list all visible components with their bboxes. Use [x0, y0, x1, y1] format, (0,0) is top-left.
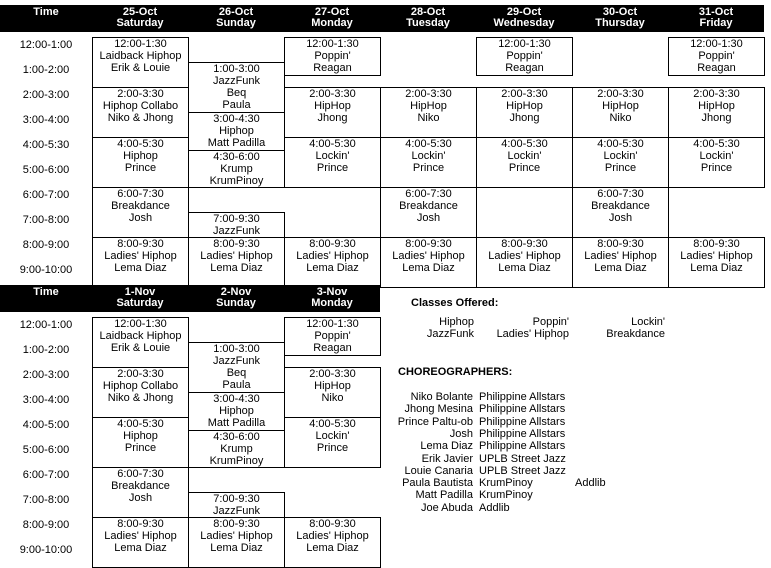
class-line: 2:00-3:30	[117, 88, 164, 100]
choreographer-group: UPLB Street Jazz	[479, 452, 566, 465]
class-line: 3:00-4:30	[213, 113, 260, 125]
class-line: Jhong	[317, 112, 348, 124]
day-name: Friday	[699, 17, 733, 29]
class-line: Breakdance	[111, 200, 170, 212]
class-line: 4:00-5:30	[309, 138, 356, 150]
class-line: Ladies' Hiphop	[296, 530, 369, 542]
class-block	[92, 517, 189, 568]
class-line: Hiphop Collabo	[102, 380, 179, 392]
day-date: 25-Oct	[122, 6, 158, 18]
class-line: Lockin'	[507, 150, 542, 162]
class-block	[284, 517, 381, 568]
class-block	[380, 137, 477, 188]
day-header	[92, 5, 188, 32]
class-block	[668, 87, 765, 138]
class-line: KrumPinoy	[209, 454, 264, 467]
class-block	[572, 87, 669, 138]
class-offered-item: Lockin'	[631, 316, 665, 328]
class-offered-item: Poppin'	[532, 316, 569, 328]
class-line: HipHop	[698, 100, 735, 112]
class-line: Lema Diaz	[114, 262, 167, 274]
class-line: Hiphop	[219, 125, 254, 137]
class-line: Jhong	[509, 112, 540, 124]
class-line: Josh	[128, 212, 153, 224]
class-line: Prince	[700, 162, 733, 174]
class-line: Ladies' Hiphop	[392, 250, 465, 262]
time-slot-label: 1:00-2:00	[22, 344, 70, 356]
class-line: Lockin'	[315, 150, 350, 162]
class-line: Lema Diaz	[210, 542, 263, 554]
class-line: 12:00-1:30	[690, 38, 743, 50]
class-line: 4:30-6:00	[213, 150, 260, 163]
day-header	[92, 285, 188, 312]
time-slot-label: 9:00-10:00	[19, 544, 73, 556]
day-name: Sunday	[216, 17, 256, 29]
day-date: 26-Oct	[218, 6, 254, 18]
day-header	[284, 285, 380, 312]
class-line: Lema Diaz	[594, 262, 647, 274]
class-line: 1:00-3:00	[213, 343, 260, 355]
class-block	[92, 417, 189, 468]
class-line: Ladies' Hiphop	[296, 250, 369, 262]
class-line: 8:00-9:30	[117, 238, 164, 250]
class-line: Niko	[609, 112, 632, 124]
class-line: 4:00-5:30	[117, 418, 164, 430]
class-line: 8:00-9:30	[117, 518, 164, 530]
class-block	[92, 317, 189, 368]
class-line: Reagan	[313, 62, 352, 74]
choreographer-group: Philippine Allstars	[479, 403, 566, 416]
time-header-label: Time	[33, 286, 59, 298]
choreographer-group: Addlib	[479, 501, 510, 514]
class-line: Ladies' Hiphop	[104, 530, 177, 542]
class-block	[188, 392, 285, 431]
class-block	[188, 342, 285, 393]
class-line: Hiphop	[219, 405, 254, 417]
day-name: Monday	[311, 297, 353, 309]
class-line: Poppin'	[506, 50, 543, 62]
day-date: 29-Oct	[506, 6, 542, 18]
class-line: Poppin'	[314, 50, 351, 62]
class-line: Lema Diaz	[114, 542, 167, 554]
class-block	[572, 237, 669, 288]
time-slot-label: 3:00-4:00	[22, 114, 70, 126]
day-name: Thursday	[595, 17, 645, 29]
time-slot-label: 8:00-9:00	[22, 239, 70, 251]
class-line: Niko & Jhong	[107, 112, 174, 124]
class-line: Laidback Hiphop	[99, 330, 182, 342]
day-date: 31-Oct	[698, 6, 734, 18]
class-line: Beq	[226, 87, 247, 99]
class-line: Lockin'	[315, 430, 350, 442]
class-line: JazzFunk	[212, 75, 261, 87]
class-line: Josh	[608, 212, 633, 224]
time-slot-label: 7:00-8:00	[22, 214, 70, 226]
choreographer-name: Lema Diaz	[420, 440, 473, 453]
class-block	[476, 37, 573, 76]
time-slot-label: 4:00-5:30	[22, 139, 70, 151]
class-line: Krump	[220, 162, 253, 175]
class-line: Josh	[416, 212, 441, 224]
choreographer-group: Philippine Allstars	[479, 440, 566, 453]
time-slot-label: 5:00-6:00	[22, 444, 70, 456]
class-block	[188, 517, 285, 568]
class-block	[188, 62, 285, 113]
time-slot-label: 2:00-3:00	[22, 89, 70, 101]
time-slot-label: 9:00-10:00	[19, 264, 73, 276]
class-line: Breakdance	[111, 480, 170, 492]
class-line: Ladies' Hiphop	[200, 250, 273, 262]
class-line: Reagan	[505, 62, 544, 74]
day-header	[476, 5, 572, 32]
class-line: Prince	[508, 162, 541, 174]
class-line: Reagan	[313, 342, 352, 354]
class-line: JazzFunk	[212, 225, 261, 237]
day-header	[284, 5, 380, 32]
day-date: 1-Nov	[124, 286, 156, 298]
time-slot-label: 7:00-8:00	[22, 494, 70, 506]
class-line: 4:00-5:30	[693, 138, 740, 150]
class-line: 2:00-3:30	[309, 368, 356, 380]
class-line: Laidback Hiphop	[99, 50, 182, 62]
class-line: Ladies' Hiphop	[104, 250, 177, 262]
class-line: KrumPinoy	[209, 174, 264, 187]
choreographer-group: Philippine Allstars	[479, 415, 566, 428]
class-line: 2:00-3:30	[597, 88, 644, 100]
class-line: Matt Padilla	[207, 417, 266, 429]
time-slot-label: 6:00-7:00	[22, 189, 70, 201]
day-date: 30-Oct	[602, 6, 638, 18]
time-header-label: Time	[33, 6, 59, 18]
class-line: Prince	[412, 162, 445, 174]
class-offered-item: JazzFunk	[426, 328, 474, 340]
class-line: Lockin'	[603, 150, 638, 162]
class-block	[188, 212, 285, 238]
class-block	[284, 237, 381, 288]
class-block	[188, 492, 285, 518]
class-block	[668, 237, 765, 288]
class-line: 8:00-9:30	[597, 238, 644, 250]
class-line: 8:00-9:30	[213, 518, 260, 530]
class-line: Hiphop	[123, 430, 158, 442]
choreographer-group: UPLB Street Jazz	[479, 464, 566, 477]
day-date: 27-Oct	[314, 6, 350, 18]
day-date: 3-Nov	[316, 286, 348, 298]
choreographer-name: Jhong Mesina	[404, 403, 473, 416]
class-block	[572, 187, 669, 238]
class-offered-item: Ladies' Hiphop	[496, 328, 569, 340]
class-line: 1:00-3:00	[213, 63, 260, 75]
class-line: Hiphop	[123, 150, 158, 162]
class-line: 4:00-5:30	[117, 138, 164, 150]
class-block	[380, 87, 477, 138]
class-line: 8:00-9:30	[405, 238, 452, 250]
class-offered-item: Breakdance	[606, 328, 665, 340]
choreographer-group: Philippine Allstars	[479, 391, 566, 403]
class-line: Lema Diaz	[306, 262, 359, 274]
choreographer-name: Louie Canaria	[404, 464, 473, 477]
choreographer-name: Erik Javier	[421, 452, 473, 465]
class-line: HipHop	[506, 100, 543, 112]
class-line: Prince	[124, 162, 157, 174]
class-block	[92, 187, 189, 238]
class-line: HipHop	[314, 100, 351, 112]
day-date: 2-Nov	[220, 286, 252, 298]
day-header	[668, 5, 764, 32]
class-line: Niko	[417, 112, 440, 124]
class-line: Prince	[124, 442, 157, 454]
class-line: 2:00-3:30	[693, 88, 740, 100]
class-block	[284, 37, 381, 76]
class-line: 4:00-5:30	[501, 138, 548, 150]
class-line: Lema Diaz	[210, 262, 263, 274]
time-slot-label: 4:00-5:00	[22, 419, 70, 431]
class-line: Breakdance	[591, 200, 650, 212]
day-date: 28-Oct	[410, 6, 446, 18]
choreographer-name: Matt Padilla	[415, 489, 473, 502]
day-header	[188, 5, 284, 32]
day-name: Sunday	[216, 297, 256, 309]
day-header	[188, 285, 284, 312]
class-line: 8:00-9:30	[213, 238, 260, 250]
class-line: Prince	[316, 442, 349, 454]
class-block	[380, 187, 477, 238]
choreographer-group: KrumPinoy	[479, 477, 533, 490]
class-line: Lema Diaz	[306, 542, 359, 554]
class-line: Prince	[604, 162, 637, 174]
time-header	[0, 285, 92, 312]
time-slot-label: 2:00-3:00	[22, 369, 70, 381]
class-block	[572, 137, 669, 188]
day-header	[380, 5, 476, 32]
class-line: HipHop	[314, 380, 351, 392]
choreographer-name: Paula Bautista	[402, 477, 473, 490]
class-line: Hiphop Collabo	[102, 100, 179, 112]
day-name: Monday	[311, 17, 353, 29]
class-block	[188, 112, 285, 151]
class-block	[476, 137, 573, 188]
class-offered-item: Hiphop	[439, 316, 474, 328]
class-line: JazzFunk	[212, 505, 261, 517]
class-line: 6:00-7:30	[117, 468, 164, 480]
class-block	[188, 150, 285, 189]
choreographer-group: Philippine Allstars	[479, 427, 566, 440]
class-block	[476, 87, 573, 138]
class-line: 4:30-6:00	[213, 430, 260, 443]
class-line: 2:00-3:30	[405, 88, 452, 100]
choreographers-title: CHOREOGRAPHERS:	[398, 366, 513, 378]
class-line: Paula	[222, 379, 251, 391]
time-slot-label: 3:00-4:00	[22, 394, 70, 406]
class-block	[380, 237, 477, 288]
class-line: Jhong	[701, 112, 732, 124]
class-block	[188, 430, 285, 469]
class-line: 12:00-1:30	[498, 38, 551, 50]
time-slot-label: 12:00-1:00	[19, 39, 73, 51]
day-name: Wednesday	[493, 17, 555, 29]
choreographer-group: KrumPinoy	[479, 489, 533, 502]
class-line: Matt Padilla	[207, 137, 266, 149]
class-block	[476, 237, 573, 288]
class-line: 8:00-9:30	[309, 518, 356, 530]
class-line: HipHop	[410, 100, 447, 112]
class-line: Prince	[316, 162, 349, 174]
choreographer-name: Josh	[449, 427, 473, 440]
class-line: Ladies' Hiphop	[680, 250, 753, 262]
class-line: 12:00-1:30	[114, 38, 167, 50]
class-line: Poppin'	[314, 330, 351, 342]
time-slot-label: 12:00-1:00	[19, 319, 73, 331]
class-block	[668, 137, 765, 188]
class-line: Erik & Louie	[110, 62, 171, 74]
class-line: JazzFunk	[212, 355, 261, 367]
class-line: 12:00-1:30	[306, 38, 359, 50]
class-block	[284, 137, 381, 188]
class-line: Erik & Louie	[110, 342, 171, 354]
class-line: 7:00-9:30	[213, 493, 260, 505]
choreographer-extra: Addlib	[575, 477, 606, 490]
class-line: Lema Diaz	[690, 262, 743, 274]
day-name: Saturday	[116, 297, 164, 309]
class-line: Ladies' Hiphop	[488, 250, 561, 262]
class-line: Beq	[226, 367, 247, 379]
class-line: 7:00-9:30	[213, 213, 260, 225]
class-block	[188, 237, 285, 288]
class-line: 3:00-4:30	[213, 393, 260, 405]
time-header	[0, 5, 92, 32]
class-line: 8:00-9:30	[693, 238, 740, 250]
time-slot-label: 8:00-9:00	[22, 519, 70, 531]
day-header	[572, 5, 668, 32]
class-line: 4:00-5:30	[405, 138, 452, 150]
class-block	[668, 37, 765, 76]
class-line: HipHop	[602, 100, 639, 112]
class-line: 6:00-7:30	[117, 188, 164, 200]
class-line: 4:00-5:30	[597, 138, 644, 150]
time-slot-label: 1:00-2:00	[22, 64, 70, 76]
class-line: Breakdance	[399, 200, 458, 212]
class-line: Niko & Jhong	[107, 392, 174, 404]
class-line: Reagan	[697, 62, 736, 74]
class-block	[284, 317, 381, 356]
time-slot-label: 6:00-7:00	[22, 469, 70, 481]
class-line: Lema Diaz	[402, 262, 455, 274]
class-line: 2:00-3:30	[309, 88, 356, 100]
class-line: Paula	[222, 99, 251, 111]
classes-offered-title: Classes Offered:	[411, 297, 499, 309]
class-line: Niko	[321, 392, 344, 404]
class-line: Ladies' Hiphop	[200, 530, 273, 542]
class-line: 6:00-7:30	[405, 188, 452, 200]
class-block	[92, 467, 189, 518]
class-line: Lema Diaz	[498, 262, 551, 274]
class-line: 8:00-9:30	[309, 238, 356, 250]
class-line: 4:00-5:30	[309, 418, 356, 430]
class-block	[92, 37, 189, 88]
class-line: Ladies' Hiphop	[584, 250, 657, 262]
day-name: Saturday	[116, 17, 164, 29]
choreographer-name: Joe Abuda	[421, 501, 473, 514]
choreographer-name: Prince Paltu-ob	[397, 415, 473, 428]
class-line: 2:00-3:30	[501, 88, 548, 100]
choreographer-name: Niko Bolante	[410, 391, 473, 403]
class-line: 12:00-1:30	[306, 318, 359, 330]
day-name: Tuesday	[406, 17, 450, 29]
class-line: Lockin'	[699, 150, 734, 162]
class-line: Poppin'	[698, 50, 735, 62]
class-block	[92, 367, 189, 418]
class-block	[92, 137, 189, 188]
class-block	[92, 87, 189, 138]
class-block	[92, 237, 189, 288]
class-line: Krump	[220, 442, 253, 455]
class-line: 12:00-1:30	[114, 318, 167, 330]
class-line: Lockin'	[411, 150, 446, 162]
time-slot-label: 5:00-6:00	[22, 164, 70, 176]
class-line: 2:00-3:30	[117, 368, 164, 380]
class-line: 8:00-9:30	[501, 238, 548, 250]
class-line: 6:00-7:30	[597, 188, 644, 200]
class-line: Josh	[128, 492, 153, 504]
class-block	[284, 87, 381, 138]
